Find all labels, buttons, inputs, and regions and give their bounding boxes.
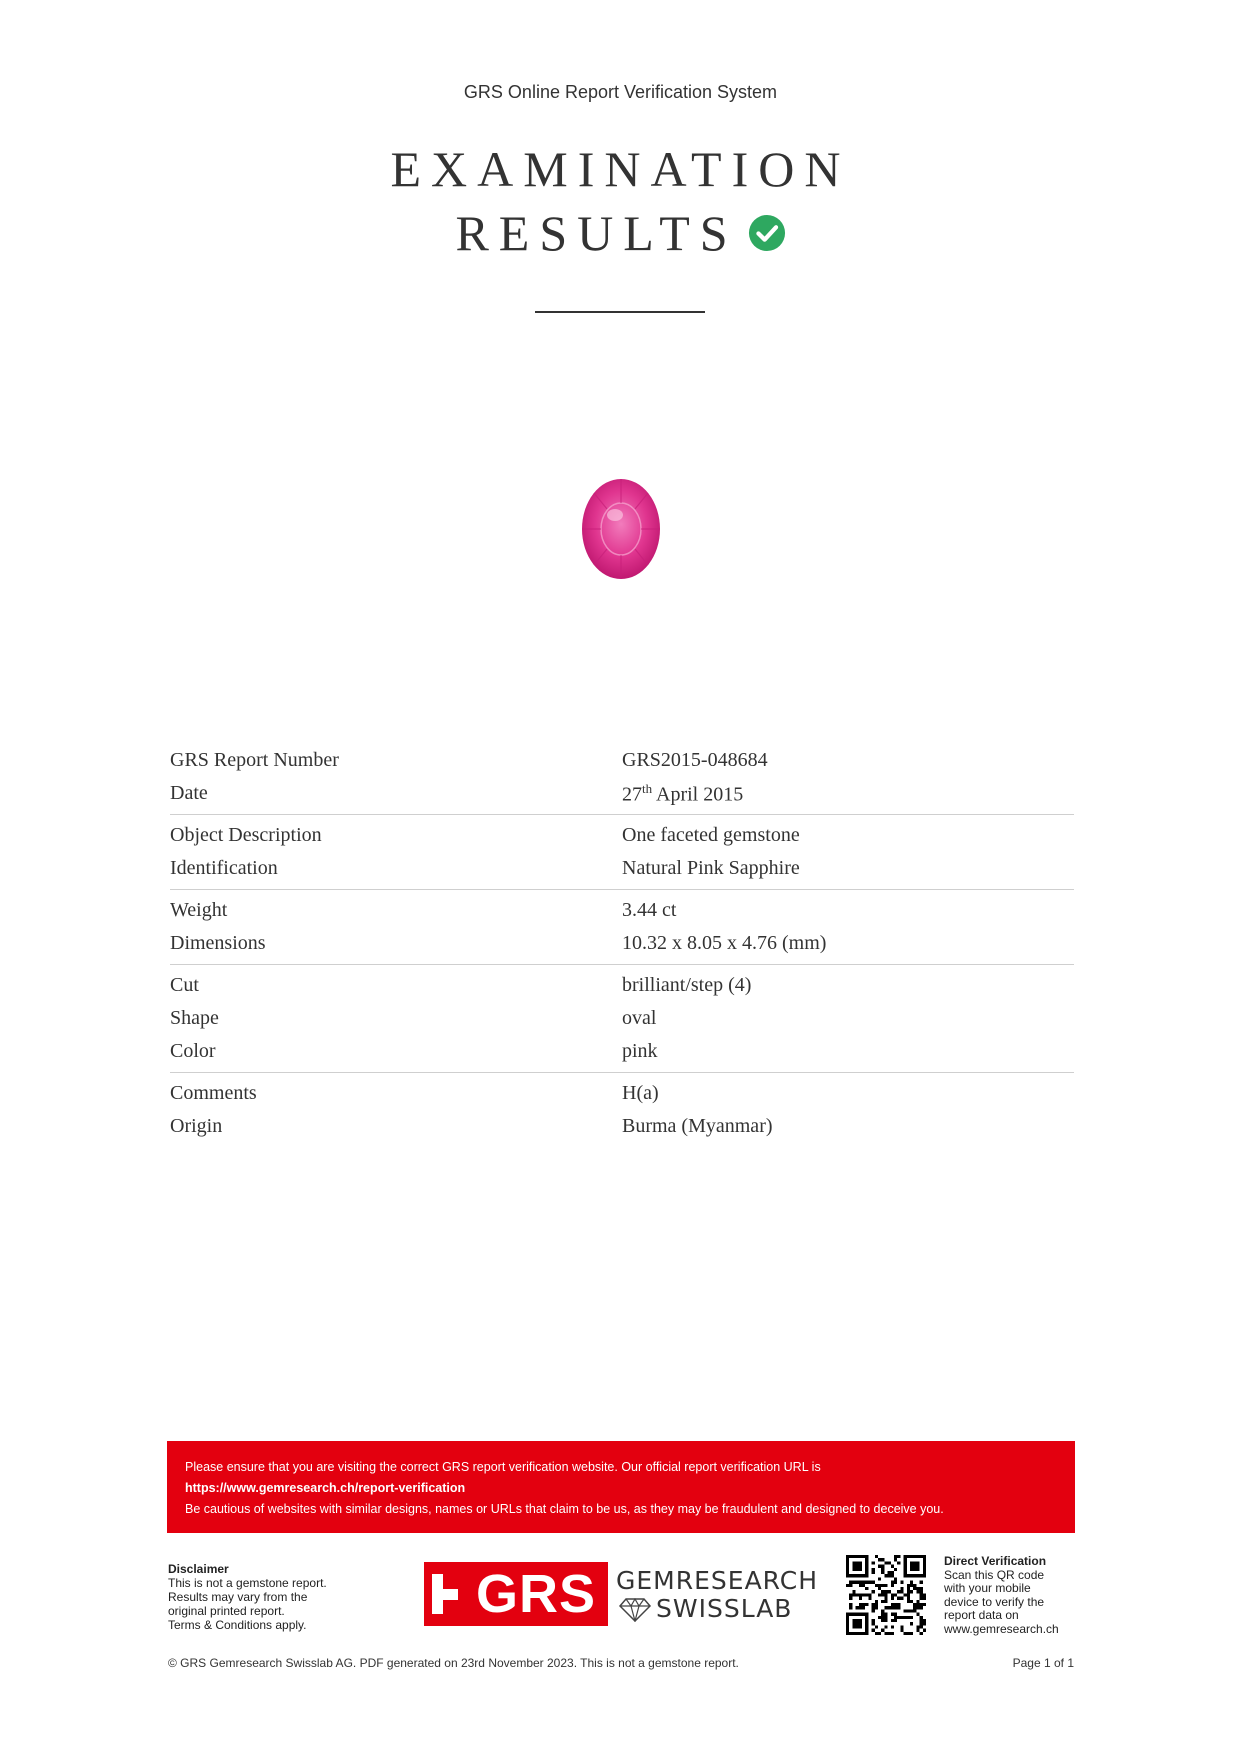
direct-verification-line: Scan this QR code	[944, 1567, 1045, 1582]
details-row	[170, 1035, 1074, 1068]
row-label: Shape	[170, 1007, 219, 1029]
details-row	[170, 1110, 1074, 1143]
row-value	[622, 781, 1074, 807]
gemstone-image	[580, 477, 662, 581]
row-label: Dimensions	[170, 932, 266, 954]
direct-verification	[944, 1555, 1084, 1636]
details-row	[170, 927, 1074, 960]
direct-verification-heading: Direct Verification	[944, 1554, 1047, 1568]
row-value: H(a)	[622, 1082, 659, 1104]
footer-copyright: © GRS Gemresearch Swisslab AG. PDF generated on 23rd November 2023. This is not a gemstone report.	[168, 1656, 739, 1670]
grs-logo	[424, 1562, 819, 1628]
direct-verification-line: report data on	[944, 1608, 1019, 1622]
verification-url-link[interactable]: https://www.gemresearch.ch/report-verification	[185, 1481, 466, 1495]
details-row	[170, 777, 1074, 810]
details-row	[170, 744, 1074, 777]
fraud-warning-banner	[167, 1441, 1075, 1533]
row-value: One faceted gemstone	[622, 824, 800, 846]
disclaimer-line: Results may vary from the	[168, 1590, 308, 1604]
swiss-cross-icon	[432, 1574, 464, 1614]
row-value: brilliant/step (4)	[622, 974, 752, 996]
details-row	[170, 852, 1074, 885]
page-number: Page 1 of 1	[1012, 1656, 1074, 1670]
row-value: pink	[622, 1040, 658, 1062]
row-label: Comments	[170, 1082, 257, 1104]
disclaimer-line: original printed report.	[168, 1604, 285, 1618]
details-row	[170, 894, 1074, 927]
row-value: 3.44 ct	[622, 899, 677, 921]
disclaimer-line: Terms & Conditions apply.	[168, 1618, 307, 1632]
date-day: 27	[622, 783, 642, 806]
row-label: Origin	[170, 1115, 223, 1137]
row-value: Burma (Myanmar)	[622, 1115, 773, 1137]
details-row	[170, 819, 1074, 852]
row-label: Date	[170, 782, 208, 804]
system-name: GRS Online Report Verification System	[463, 82, 778, 102]
details-group	[170, 815, 1074, 890]
details-row	[170, 969, 1074, 1002]
logo-gemresearch-text: GEMRESEARCH	[616, 1566, 819, 1595]
row-label: Weight	[170, 899, 228, 921]
row-value: Natural Pink Sapphire	[622, 857, 800, 879]
logo-red-block	[424, 1562, 608, 1626]
row-label: Object Description	[170, 824, 322, 846]
qr-code-image[interactable]	[846, 1555, 926, 1635]
logo-swisslab-text: SWISSLAB	[656, 1594, 793, 1623]
details-table	[170, 740, 1074, 1147]
row-value: oval	[622, 1007, 657, 1029]
row-label: Identification	[170, 857, 278, 879]
details-group	[170, 965, 1074, 1073]
title-line-1: EXAMINATION	[390, 141, 851, 197]
warning-line-1: Please ensure that you are visiting the correct GRS report verification website. Our official report verification URL is	[185, 1460, 821, 1474]
row-value: 10.32 x 8.05 x 4.76 (mm)	[622, 932, 827, 954]
disclaimer	[168, 1562, 368, 1632]
date-rest: April 2015	[652, 783, 744, 806]
diamond-icon	[618, 1598, 652, 1622]
row-label: Cut	[170, 974, 199, 996]
title-divider	[535, 311, 705, 313]
direct-verification-line: with your mobile	[944, 1581, 1031, 1595]
disclaimer-line: This is not a gemstone report.	[168, 1576, 327, 1590]
direct-verification-line: device to verify the	[944, 1594, 1045, 1609]
row-value: GRS2015-048684	[622, 749, 768, 771]
row-label: GRS Report Number	[170, 749, 339, 771]
details-group	[170, 740, 1074, 815]
title-line-2: RESULTS	[455, 205, 738, 261]
title-line-2-wrap	[0, 204, 1241, 262]
details-row	[170, 1077, 1074, 1110]
warning-line-3: Be cautious of websites with similar designs, names or URLs that claim to be us, as they may be fraudulent and designed to deceive you.	[185, 1502, 944, 1516]
disclaimer-heading: Disclaimer	[168, 1562, 229, 1576]
logo-grs-text: GRS	[476, 1564, 597, 1624]
details-group	[170, 1073, 1074, 1147]
details-group	[170, 890, 1074, 965]
details-row	[170, 1002, 1074, 1035]
row-label: Color	[170, 1040, 216, 1062]
direct-verification-url[interactable]: www.gemresearch.ch	[944, 1621, 1059, 1636]
check-circle-icon	[748, 214, 786, 252]
date-suffix: th	[642, 780, 653, 796]
